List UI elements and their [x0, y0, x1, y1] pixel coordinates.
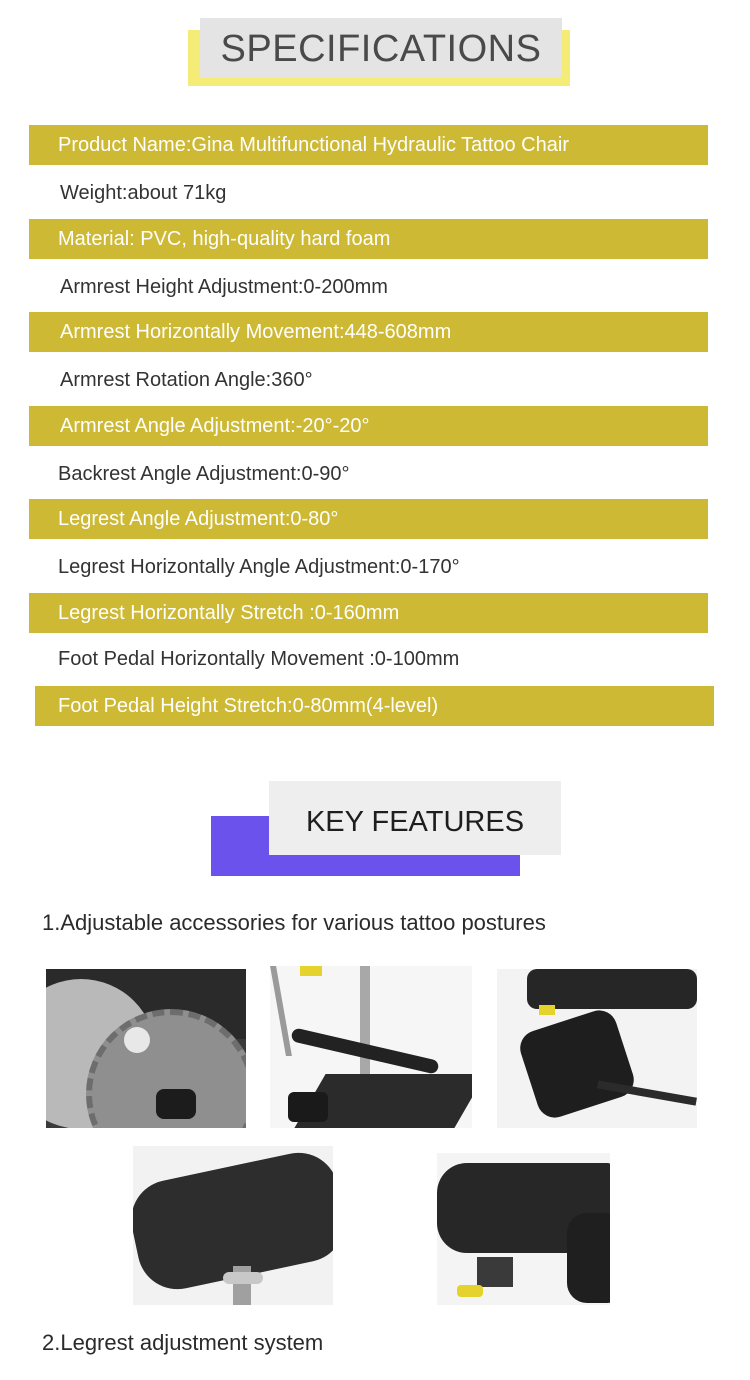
spec-row-legrest-angle: Legrest Angle Adjustment:0-80° — [29, 499, 708, 539]
photo-legrest-cushion — [437, 1153, 610, 1305]
photo-seat-clamp — [497, 969, 697, 1128]
spec-row-armrest-rotation: Armrest Rotation Angle:360° — [60, 369, 313, 391]
key-features-title: KEY FEATURES — [305, 806, 525, 838]
spec-row-legrest-stretch: Legrest Horizontally Stretch :0-160mm — [29, 593, 708, 633]
spec-row-foot-pedal-movement: Foot Pedal Horizontally Movement :0-100mm — [58, 648, 460, 670]
spec-row-armrest-horizontal: Armrest Horizontally Movement:448-608mm — [29, 312, 708, 352]
feature-2-text: 2.Legrest adjustment system — [42, 1330, 324, 1355]
spec-row-product-name: Product Name:Gina Multifunctional Hydraulic Tattoo Chair — [29, 125, 708, 165]
photo-armrest-pad — [133, 1146, 333, 1305]
photo-gear-mechanism — [46, 969, 246, 1128]
spec-row-weight: Weight:about 71kg — [60, 182, 227, 204]
spec-row-armrest-angle: Armrest Angle Adjustment:-20°-20° — [29, 406, 708, 446]
spec-row-armrest-height: Armrest Height Adjustment:0-200mm — [60, 276, 388, 298]
specifications-title: SPECIFICATIONS — [220, 28, 542, 70]
spec-row-foot-pedal-height: Foot Pedal Height Stretch:0-80mm(4-level) — [35, 686, 714, 726]
spec-row-legrest-horizontal-angle: Legrest Horizontally Angle Adjustment:0-170° — [58, 556, 460, 578]
specifications-header — [0, 0, 750, 100]
spec-row-material: Material: PVC, high-quality hard foam — [29, 219, 708, 259]
feature-1-text: 1.Adjustable accessories for various tattoo postures — [42, 910, 546, 935]
photo-foot-rest-frame — [270, 966, 472, 1128]
spec-row-backrest-angle: Backrest Angle Adjustment:0-90° — [58, 463, 350, 485]
